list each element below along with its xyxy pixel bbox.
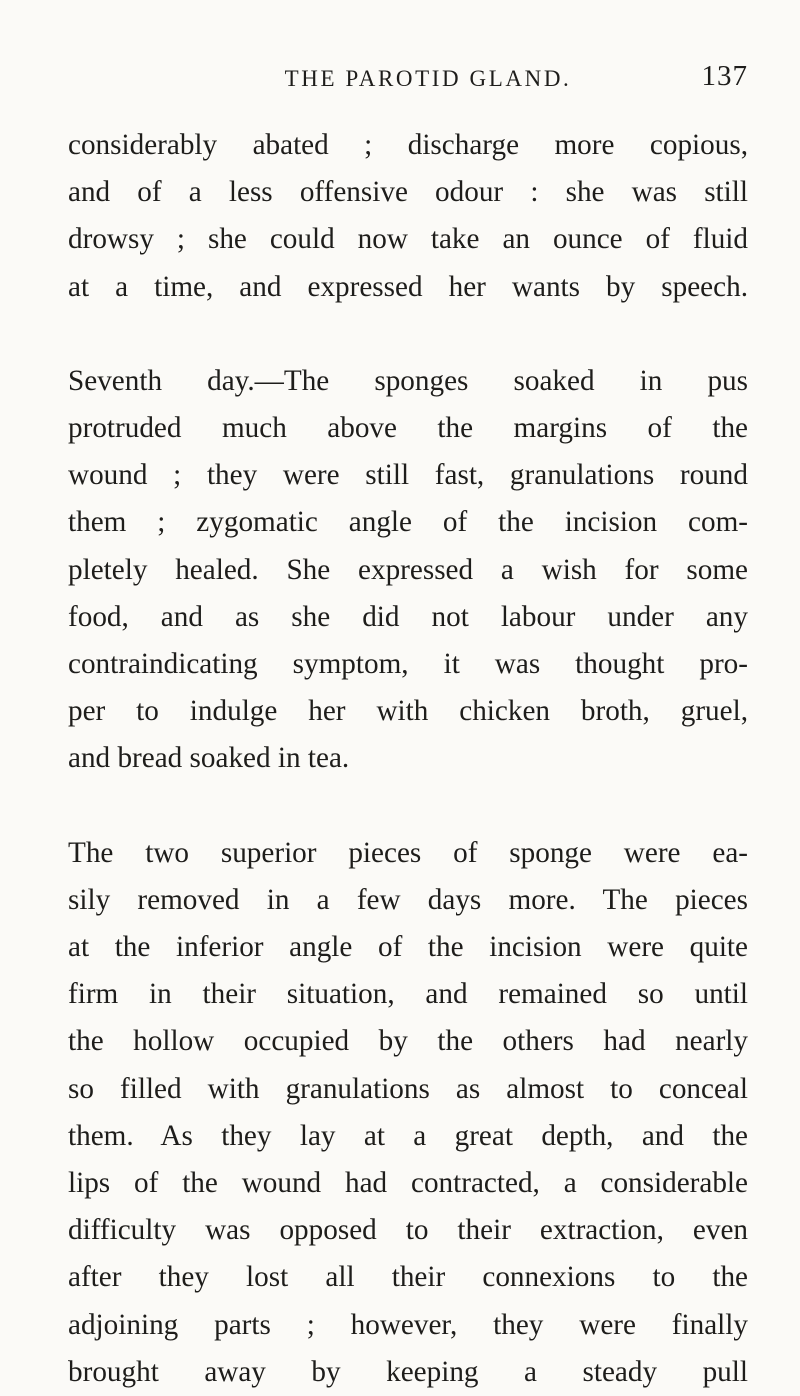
paragraph-1	[68, 122, 748, 311]
text-line: at a time, and expressed her wants by speech.	[68, 270, 748, 303]
text-line: per to indulge her with chicken broth, gruel,	[68, 695, 748, 728]
text-line: difficulty was opposed to their extraction, even	[68, 1214, 748, 1247]
text-line: and of a less offensive odour : she was still	[68, 176, 748, 209]
page-number: 137	[701, 60, 748, 92]
text-line: considerably abated ; discharge more copious,	[68, 129, 748, 161]
running-head	[68, 0, 748, 122]
text-line: brought away by keeping a steady pull	[68, 1355, 748, 1388]
text-line: wound ; they were still fast, granulations round	[68, 459, 748, 492]
text-line: firm in their situation, and remained so until	[68, 978, 748, 1011]
text-line: adjoining parts ; however, they were finally	[68, 1308, 748, 1341]
text-line: sily removed in a few days more. The pieces	[68, 883, 748, 916]
paragraph-3	[68, 830, 748, 1396]
text-line: protruded much above the margins of the	[68, 412, 748, 445]
text-line: food, and as she did not labour under any	[68, 600, 748, 633]
text-line: the hollow occupied by the others had nearly	[68, 1025, 748, 1058]
text-line: after they lost all their connexions to the	[68, 1261, 748, 1294]
text-line: and bread soaked in tea.	[68, 742, 350, 775]
text-line: Seventh day.—The sponges soaked in pus	[68, 364, 748, 397]
text-line: so filled with granulations as almost to conceal	[68, 1072, 748, 1105]
text-line: drowsy ; she could now take an ounce of fluid	[68, 223, 748, 256]
text-line: pletely healed. She expressed a wish for some	[68, 553, 748, 586]
paragraph-2	[68, 358, 748, 783]
text-line: lips of the wound had contracted, a considerable	[68, 1167, 748, 1200]
text-line: at the inferior angle of the incision were quite	[68, 931, 748, 964]
body-text	[68, 122, 748, 1396]
text-line: The two superior pieces of sponge were ea-	[68, 836, 748, 869]
text-line: contraindicating symptom, it was thought pro-	[68, 648, 748, 681]
running-title: THE PAROTID GLAND.	[284, 66, 572, 91]
text-line: them. As they lay at a great depth, and the	[68, 1119, 748, 1152]
text-line: them ; zygomatic angle of the incision com-	[68, 506, 748, 539]
